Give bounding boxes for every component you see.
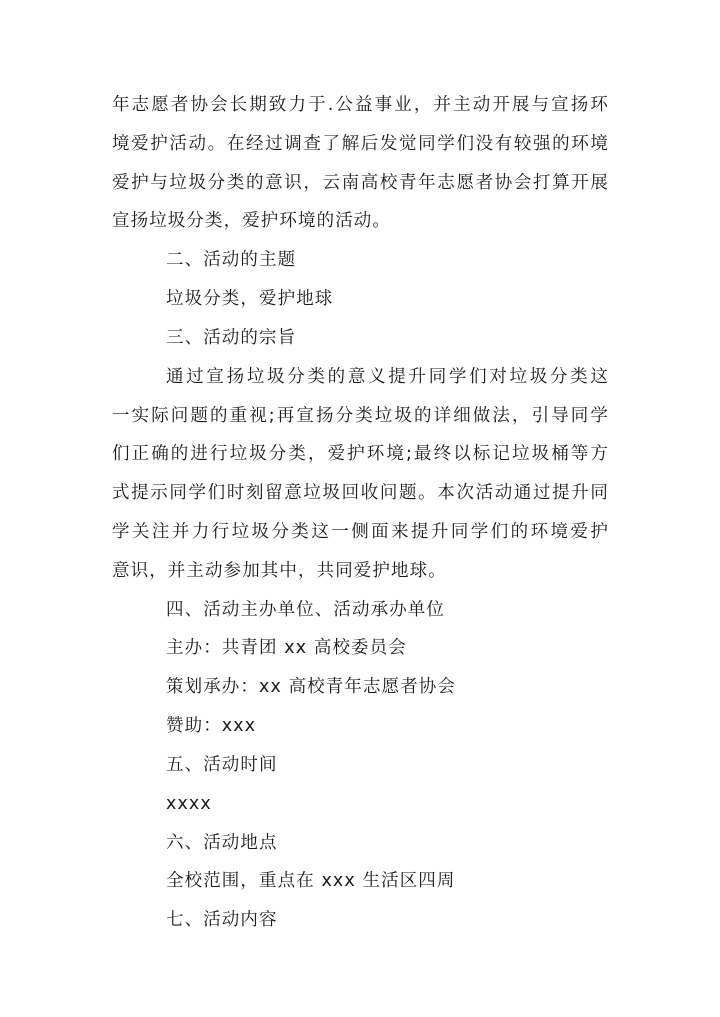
section-heading-purpose: 三、活动的宗旨 (166, 328, 297, 348)
host-text: 主办：共青团 xx 高校委员会 (166, 638, 407, 658)
section-heading-theme: 二、活动的主题 (166, 250, 297, 270)
paragraph-line: 年志愿者协会长期致力于.公益事业，并主动开展与宣扬环 (112, 95, 609, 115)
paragraph-line: 们正确的进行垃圾分类，爱护环境;最终以标记垃圾桶等方 (112, 444, 609, 464)
sponsor-text: 赞助：xxx (166, 716, 257, 736)
section-heading-organizers: 四、活动主办单位、活动承办单位 (166, 600, 445, 620)
section-heading-location: 六、活动地点 (166, 833, 278, 853)
paragraph-line: 一实际问题的重视;再宣扬分类垃圾的详细做法，引导同学 (112, 406, 609, 426)
organizer-text: 策划承办：xx 高校青年志愿者协会 (166, 677, 456, 697)
paragraph-line: 式提示同学们时刻留意垃圾回收问题。本次活动通过提升同 (112, 483, 609, 503)
paragraph-line: 学关注并力行垃圾分类这一侧面来提升同学们的环境爱护 (112, 522, 609, 542)
paragraph-line: 意识，并主动参加其中，共同爱护地球。 (112, 561, 447, 581)
paragraph-line: 宣扬垃圾分类，爱护环境的活动。 (112, 211, 391, 231)
paragraph-line: 通过宣扬垃圾分类的意义提升同学们对垃圾分类这 (166, 367, 609, 387)
section-heading-time: 五、活动时间 (166, 755, 278, 775)
theme-text: 垃圾分类，爱护地球 (166, 289, 334, 309)
location-text: 全校范围，重点在 xxx 生活区四周 (166, 871, 456, 891)
time-text: xxxx (166, 794, 212, 814)
paragraph-line: 爱护与垃圾分类的意识，云南高校青年志愿者协会打算开展 (112, 173, 609, 193)
paragraph-line: 境爱护活动。在经过调查了解后发觉同学们没有较强的环境 (112, 134, 609, 154)
section-heading-content: 七、活动内容 (166, 910, 278, 930)
